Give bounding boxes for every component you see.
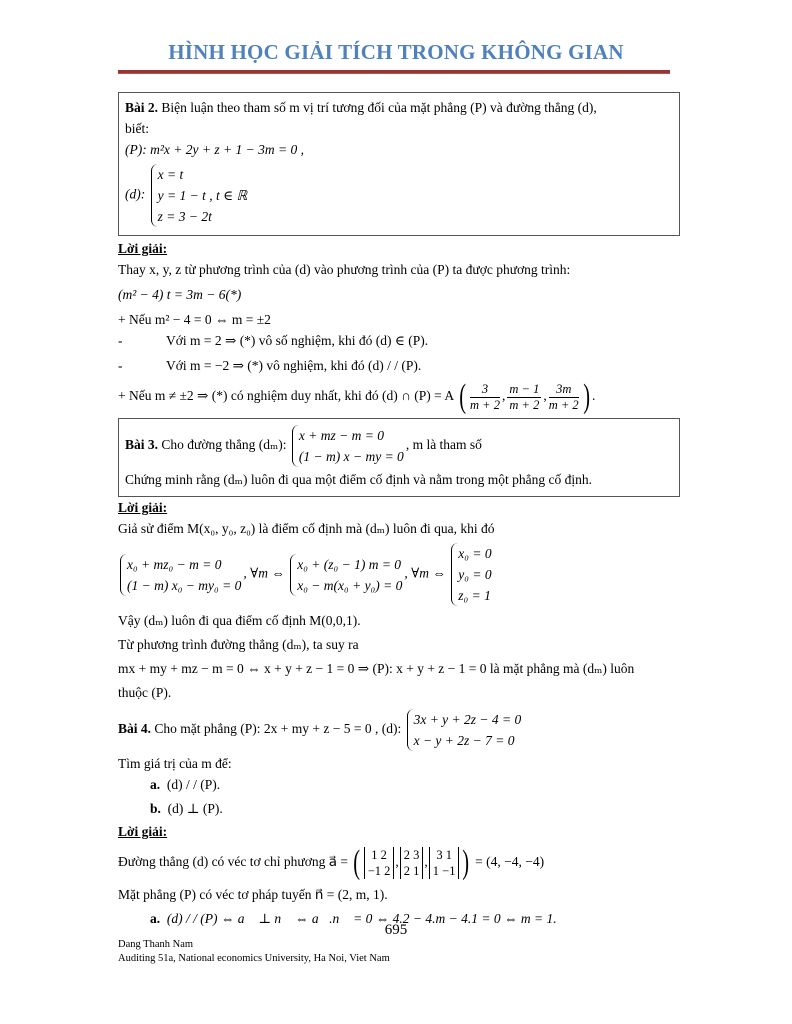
item-a-text: (d) / / (P). [166, 777, 221, 792]
solution-4-line-2: Mặt phẳng (P) có véc tơ pháp tuyến n⃗ = (2, m, 1). [118, 887, 388, 902]
solution-4-item-a: (d) / / (P) ⇔ a⃗ ⊥ n⃗ ⇔ a⃗.n⃗ = 0 ⇔ 4.2 − 4.m − 4.1 = 0 ⇔ m = 1. [166, 911, 557, 926]
problem-2-box [118, 92, 680, 236]
solution-2-line-1: Thay x, y, z từ phương trình của (d) vào phương trình của (P) ta được phương trình: [118, 262, 571, 277]
item-b-text: (d) ⊥ (P). [167, 801, 223, 816]
problem-4-ask: Tìm giá trị của m để: [118, 756, 232, 771]
solution-3-line-5: thuộc (P). [118, 685, 172, 700]
page-number: 695 [384, 922, 408, 938]
page-header-title: HÌNH HỌC GIẢI TÍCH TRONG KHÔNG GIAN [168, 40, 624, 64]
fraction-1: $\frac{3}{m + 2}$ [470, 381, 500, 412]
solution-4-item-a-label: a. [150, 911, 161, 926]
problem-2-statement: Biện luận theo tham số m vị trí tương đối của mặt phẳng (P) và đường thẳng (d), [161, 100, 597, 115]
det-3: 3 1 1 −1 [429, 847, 460, 879]
system-a: x₀ + mz₀ − m = 0 (1 − m) x₀ − my₀ = 0 [120, 554, 241, 596]
det-2: 2 3 2 1 [400, 847, 424, 879]
problem-2-line-label: (d): [125, 186, 146, 202]
problem-4-system: 3x + y + 2z − 4 = 0 x − y + 2z − 7 = 0 [407, 709, 522, 751]
problem-3-box [118, 418, 680, 497]
problem-3-statement: Cho đường thẳng (dₘ): [161, 437, 287, 453]
fraction-2: $\frac{m - 1}{m + 2}$ [509, 381, 540, 412]
solution-3-label: Lời giải: [118, 500, 168, 515]
problem-3-system: x + mz − m = 0 (1 − m) x − my = 0 [292, 425, 404, 467]
problem-2-label: Bài 2. [125, 100, 159, 115]
item-a-label: a. [150, 777, 161, 792]
problem-3-label: Bài 3. [125, 437, 159, 453]
system-b: x₀ + (z₀ − 1) m = 0 x₀ − m(x₀ + y₀) = 0 [290, 554, 402, 596]
line-eq-y: y = 1 − t , t ∈ ℝ [157, 188, 248, 203]
solution-3-line-3: Từ phương trình đường thẳng (dₘ), ta suy ra [118, 637, 359, 652]
solution-4-result: = (4, −4, −4) [475, 854, 545, 870]
solution-4-label: Lời giải: [118, 824, 168, 839]
solution-2-line-2: (m² − 4) t = 3m − 6(*) [118, 287, 242, 302]
problem-2-statement-2: biết: [125, 121, 149, 136]
footer-author: Dang Thanh Nam [118, 939, 194, 950]
problem-3-tail: , m là tham số [405, 437, 482, 453]
solution-3-line-2: Vậy (dₘ) luôn đi qua điểm cố định M(0,0,1). [118, 613, 361, 628]
solution-2-line-3: + Nếu m² − 4 = 0 ⇔ m = ±2 [118, 312, 271, 327]
dash-2: - [118, 358, 123, 373]
line-eq-x: x = t [157, 167, 184, 182]
header-rule [118, 70, 670, 74]
footer-credit [118, 938, 390, 966]
problem-2-line-system [151, 164, 248, 227]
solution-3-systems: x₀ + mz₀ − m = 0 (1 − m) x₀ − my₀ = 0 , ∀m ⇔ x₀ + (z₀ − 1) m = 0 x₀ − m(x₀ + y₀) = 0 , ∀m ⇔ x₀ = 0 y₀ = 0 z₀ = 1 [118, 541, 680, 608]
solution-3-line-4: mx + my + mz − m = 0 ⇔ x + y + z − 1 = 0 ⇒ (P): x + y + z − 1 = 0 là mặt phẳng mà (dₘ) luôn [118, 661, 635, 676]
problem-2-plane-eq: (P): m²x + 2y + z + 1 − 3m = 0 , [125, 142, 304, 157]
solution-2-line-4: Với m = 2 ⇒ (*) vô số nghiệm, khi đó (d) ∈ (P). [166, 333, 429, 348]
solution-2-label: Lời giải: [118, 241, 168, 256]
solution-2-line-6: + Nếu m ≠ ±2 ⇒ (*) có nghiệm duy nhất, khi đó (d) ∩ (P) = A [118, 388, 454, 404]
problem-4-label: Bài 4. [118, 721, 152, 737]
page-content: Bài 2. Biện luận theo tham số m vị trí tương đối của mặt phẳng (P) và đường thẳng (d), biết: (P): m²x + 2y + z + 1 − 3m = 0 , (d): x = t y = 1 − t , t ∈ ℝ z = 3 − 2t Lời giải: Thay x, y, z từ phương trình của (d) vào phương trình của (P) ta được phương trình: (m² − 4) t = 3m − 6(*) + Nếu m² − 4 = 0 ⇔ m = ±2 - Với m = 2 ⇒ (*) vô số nghiệm, khi đó (d) ∈ (P). - Với m = −2 ⇒ (*) vô nghiệm, khi đó (d) / / (P). + Nếu m ≠ ±2 ⇒ (*) có nghiệm duy nhất, khi đó (d) ∩ (P) = A ( $\frac{3}{m + 2}$ , $\frac{m - 1}{m + 2}$ , $\frac{3m}{m + 2}$ ) . Bài 3. Cho đường thẳng (dₘ): x + mz − m = 0 (1 − m) x − my = 0 , m là tham số Chứng minh rằng (dₘ) luôn đi qua một điểm cố định và nằm trong một phẳng cố định. Lời giải: Giả sử điểm M(x₀, y₀, z₀) là điểm cố định mà (dₘ) luôn đi qua, khi đó x₀ + mz₀ − m = 0 (1 − m) x₀ − my₀ = 0 , ∀m ⇔ x₀ + (z₀ − 1) m = 0 x₀ − m(x₀ + y₀) = 0 , ∀m ⇔ x₀ = 0 y₀ = 0 z₀ = 1 Vậy (dₘ) luôn đi qua điểm cố định M(0,0,1). Từ phương trình đường thẳng (dₘ), ta suy ra mx + my + mz − m = 0 ⇔ x + y + z − 1 = 0 ⇒ (P): x + y + z − 1 = 0 là mặt phẳng mà (dₘ) luôn thuộc (P). Bài 4. Cho mặt phẳng (P): 2x + my + z − 5 = 0 , (d): 3x + y + 2z − 4 = 0 x − y + 2z − 7 = 0 Tìm giá trị của m để: a. (d) / / (P). b. (d) ⊥ (P). Lời giải: Đường thẳng (d) có véc tơ chỉ phương a⃗ = ( 1 2 −1 2 , 2 3 2 1 , 3 1 1 −1 ) = (4, −4, −4) Mặt phẳng (P) có véc tơ pháp tuyến n⃗ = (2, m, 1). a. (d) / / (P) ⇔ a⃗ ⊥ n⃗ ⇔ a⃗.n⃗ = 0 ⇔ 4.2 − 4.m − 4.1 = 0 ⇔ m = 1. [118, 92, 680, 929]
system-c: x₀ = 0 y₀ = 0 z₀ = 1 [451, 543, 491, 606]
solution-4-line-1: Đường thẳng (d) có véc tơ chỉ phương a⃗ = [118, 854, 349, 870]
solution-2-line-5: Với m = −2 ⇒ (*) vô nghiệm, khi đó (d) / / (P). [166, 358, 422, 373]
dash-1: - [118, 333, 123, 348]
item-b-label: b. [150, 801, 161, 816]
solution-3-line-1: Giả sử điểm M(x₀, y₀, z₀) là điểm cố định mà (dₘ) luôn đi qua, khi đó [118, 521, 495, 536]
problem-3-statement-2: Chứng minh rằng (dₘ) luôn đi qua một điểm cố định và nằm trong một phẳng cố định. [125, 472, 593, 487]
det-1: 1 2 −1 2 [364, 847, 395, 879]
problem-4-statement: Cho mặt phẳng (P): 2x + my + z − 5 = 0 , (d): [154, 721, 402, 737]
footer-affiliation: Auditing 51a, National economics University, Ha Noi, Viet Nam [118, 953, 390, 964]
fraction-3: $\frac{3m}{m + 2}$ [548, 381, 579, 412]
line-eq-z: z = 3 − 2t [157, 209, 212, 224]
